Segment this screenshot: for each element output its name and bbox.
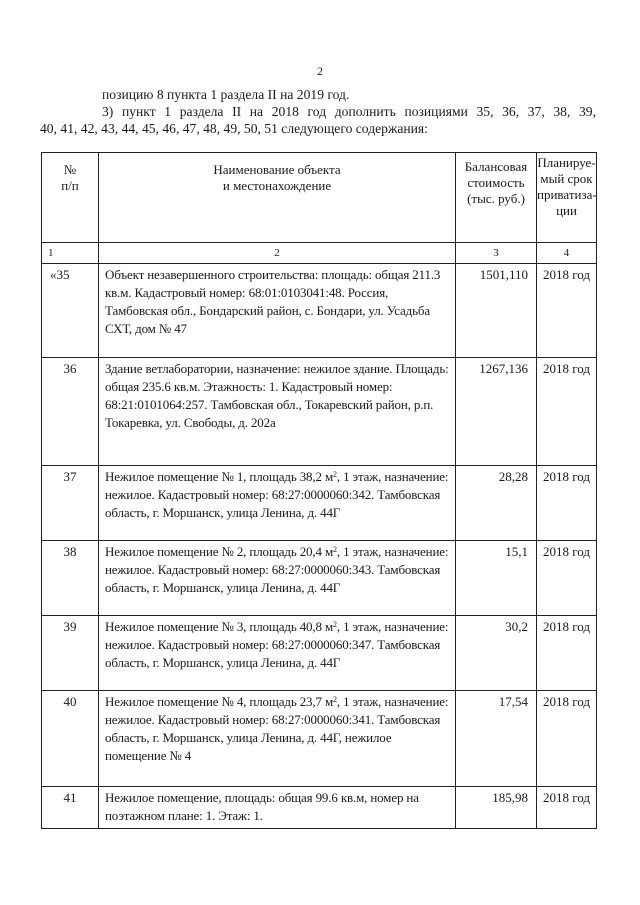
description-text: , 1 этаж, назначение: нежилое. Кадастровый номер: 68:27:0000060:342. Тамбовская область, г. Моршанск, улица Ленина, д. 44Г — [105, 469, 449, 520]
balance-cost: 1267,136 — [456, 358, 537, 466]
header-cost-line: стоимость — [467, 175, 525, 190]
privatization-term: 2018 год — [537, 787, 597, 829]
privatization-table — [41, 152, 597, 829]
balance-cost: 185,98 — [456, 787, 537, 829]
header-term-line: приватиза- — [537, 187, 597, 202]
table-row — [42, 616, 597, 691]
description-text: Нежилое помещение № 1, площадь 38,2 м — [105, 469, 334, 484]
object-description: Нежилое помещение, площадь: общая 99.6 кв.м, номер на поэтажном плане: 1. Этаж: 1. — [99, 787, 456, 829]
superscript: 2 — [333, 695, 337, 704]
object-description — [99, 691, 456, 787]
header-num-line: п/п — [61, 178, 79, 193]
row-number: 38 — [42, 541, 99, 616]
intro-paragraph — [40, 86, 596, 137]
description-text: , 1 этаж, назначение: нежилое. Кадастровый номер: 68:27:0000060:341. Тамбовская область, г. Моршанск, улица Ленина, д. 44Г, нежилое помещение № 4 — [105, 694, 449, 763]
column-index: 2 — [99, 243, 456, 264]
intro-line: 40, 41, 42, 43, 44, 45, 46, 47, 48, 49, 50, 51 следующего содержания: — [40, 121, 428, 136]
header-cost — [456, 153, 537, 243]
row-number: 36 — [42, 358, 99, 466]
row-number: 37 — [42, 466, 99, 541]
column-index: 1 — [42, 243, 99, 264]
superscript: 2 — [333, 620, 337, 629]
header-cost-line: (тыс. руб.) — [467, 191, 525, 206]
table-row — [42, 466, 597, 541]
page-number: 2 — [317, 64, 323, 78]
header-term-line: ции — [556, 203, 577, 218]
balance-cost: 17,54 — [456, 691, 537, 787]
description-text: Нежилое помещение № 3, площадь 40,8 м — [105, 619, 334, 634]
column-index: 3 — [456, 243, 537, 264]
privatization-term: 2018 год — [537, 358, 597, 466]
row-number: 40 — [42, 691, 99, 787]
description-text: , 1 этаж, назначение: нежилое. Кадастровый номер: 68:27:0000060:343. Тамбовская область, г. Моршанск, улица Ленина, д. 44Г — [105, 544, 449, 595]
header-name — [99, 153, 456, 243]
table-row — [42, 358, 597, 466]
column-index-row — [42, 243, 597, 264]
privatization-term: 2018 год — [537, 264, 597, 358]
object-description — [99, 466, 456, 541]
row-number: «35 — [42, 264, 99, 358]
object-description: Объект незавершенного строительства: площадь: общая 211.3 кв.м. Кадастровый номер: 68:01:0103041:48. Россия, Тамбовская обл., Бондарский район, с. Бондари, ул. Усадьба СХТ, дом № 47 — [99, 264, 456, 358]
balance-cost: 28,28 — [456, 466, 537, 541]
header-term-line: Планируе- — [537, 155, 596, 170]
column-index: 4 — [537, 243, 597, 264]
header-num-line: № — [63, 162, 77, 177]
table-header-row — [42, 153, 597, 243]
header-cost-line: Балансовая — [464, 159, 528, 174]
table-row — [42, 264, 597, 358]
row-number: 41 — [42, 787, 99, 829]
superscript: 2 — [333, 470, 337, 479]
header-term-line: мый срок — [540, 171, 593, 186]
table-row — [42, 541, 597, 616]
privatization-term: 2018 год — [537, 541, 597, 616]
privatization-term: 2018 год — [537, 616, 597, 691]
header-term — [537, 153, 597, 243]
object-description: Здание ветлаборатории, назначение: нежилое здание. Площадь: общая 235.6 кв.м. Этажность: 1. Кадастровый номер: 68:21:0101064:257. Тамбовская обл., Токаревский район, р.п. Токаревка, ул. Свободы, д. 202а — [99, 358, 456, 466]
balance-cost: 30,2 — [456, 616, 537, 691]
row-number: 39 — [42, 616, 99, 691]
header-num — [42, 153, 99, 243]
table-row — [42, 787, 597, 829]
intro-line: 3) пункт 1 раздела II на 2018 год дополнить позициями 35, 36, 37, 38, 39, — [102, 104, 596, 119]
superscript: 2 — [333, 545, 337, 554]
description-text: Нежилое помещение № 2, площадь 20,4 м — [105, 544, 334, 559]
privatization-term: 2018 год — [537, 466, 597, 541]
object-description — [99, 616, 456, 691]
description-text: , 1 этаж, назначение: нежилое. Кадастровый номер: 68:27:0000060:347. Тамбовская область, г. Моршанск, улица Ленина, д. 44Г — [105, 619, 449, 670]
table-row — [42, 691, 597, 787]
header-name-line: Наименование объекта — [213, 162, 341, 177]
privatization-term: 2018 год — [537, 691, 597, 787]
balance-cost: 1501,110 — [456, 264, 537, 358]
description-text: Нежилое помещение № 4, площадь 23,7 м — [105, 694, 334, 709]
balance-cost: 15,1 — [456, 541, 537, 616]
intro-line: позицию 8 пункта 1 раздела II на 2019 год. — [102, 87, 350, 102]
object-description — [99, 541, 456, 616]
header-name-line: и местонахождение — [222, 178, 332, 193]
